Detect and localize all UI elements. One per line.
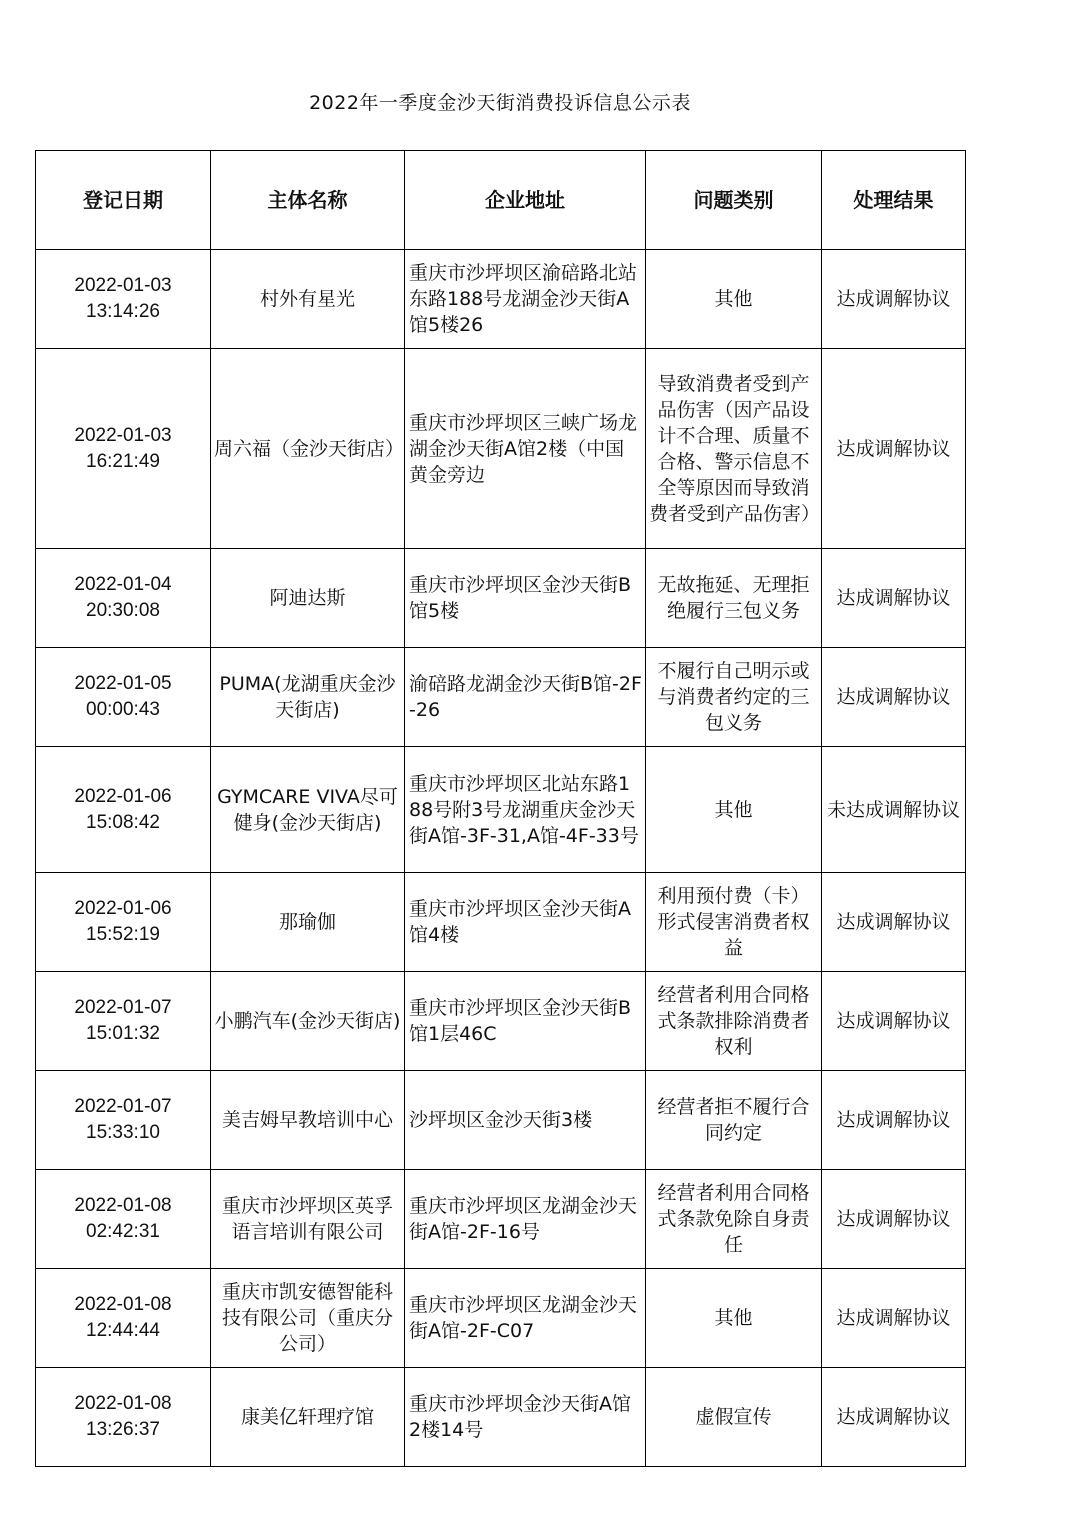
cell-category: 利用预付费（卡）形式侵害消费者权益	[646, 873, 822, 972]
date-text: 2022-01-08	[74, 1294, 172, 1315]
header-result: 处理结果	[822, 151, 966, 250]
cell-category: 导致消费者受到产品伤害（因产品设计不合理、质量不合格、警示信息不全等原因而导致消费者受到产品伤害）	[646, 349, 822, 549]
cell-name: 村外有星光	[211, 250, 405, 349]
table-row	[36, 1368, 966, 1467]
table-row	[36, 1071, 966, 1170]
date-text: 2022-01-06	[74, 898, 172, 919]
cell-date	[36, 873, 211, 972]
cell-name: 重庆市沙坪坝区英孚语言培训有限公司	[211, 1170, 405, 1269]
time-text: 02:42:31	[86, 1221, 160, 1242]
cell-category: 经营者利用合同格式条款排除消费者权利	[646, 972, 822, 1071]
header-address: 企业地址	[405, 151, 646, 250]
cell-name: 周六福（金沙天街店）	[211, 349, 405, 549]
time-text: 13:14:26	[86, 301, 160, 322]
cell-result: 达成调解协议	[822, 972, 966, 1071]
table-row	[36, 1269, 966, 1368]
cell-address: 重庆市沙坪坝区金沙天街B馆5楼	[405, 549, 646, 648]
cell-category: 其他	[646, 747, 822, 873]
time-text: 00:00:43	[86, 699, 160, 720]
table-body	[36, 250, 966, 1467]
cell-category: 其他	[646, 250, 822, 349]
cell-address: 重庆市沙坪坝金沙天街A馆2楼14号	[405, 1368, 646, 1467]
date-text: 2022-01-04	[74, 574, 172, 595]
cell-address: 沙坪坝区金沙天街3楼	[405, 1071, 646, 1170]
cell-name: 美吉姆早教培训中心	[211, 1071, 405, 1170]
cell-category: 经营者利用合同格式条款免除自身责任	[646, 1170, 822, 1269]
table-row	[36, 747, 966, 873]
cell-address: 重庆市沙坪坝区龙湖金沙天街A馆-2F-16号	[405, 1170, 646, 1269]
time-text: 15:33:10	[86, 1122, 160, 1143]
header-category: 问题类别	[646, 151, 822, 250]
cell-date	[36, 1368, 211, 1467]
cell-address: 重庆市沙坪坝区三峡广场龙湖金沙天街A馆2楼（中国黄金旁边	[405, 349, 646, 549]
cell-result: 达成调解协议	[822, 349, 966, 549]
cell-address: 重庆市沙坪坝区北站东路188号附3号龙湖重庆金沙天街A馆-3F-31,A馆-4F-33号	[405, 747, 646, 873]
cell-address: 重庆市沙坪坝区金沙天街A馆4楼	[405, 873, 646, 972]
date-text: 2022-01-08	[74, 1393, 172, 1414]
cell-date	[36, 349, 211, 549]
cell-result: 达成调解协议	[822, 1368, 966, 1467]
table-row	[36, 873, 966, 972]
time-text: 20:30:08	[86, 600, 160, 621]
cell-result: 达成调解协议	[822, 873, 966, 972]
date-text: 2022-01-05	[74, 673, 172, 694]
cell-date	[36, 972, 211, 1071]
cell-result: 达成调解协议	[822, 250, 966, 349]
date-text: 2022-01-08	[74, 1195, 172, 1216]
cell-address: 渝碚路龙湖金沙天街B馆-2F-26	[405, 648, 646, 747]
time-text: 15:01:32	[86, 1023, 160, 1044]
table-row	[36, 549, 966, 648]
complaint-table	[35, 150, 966, 1467]
cell-category: 不履行自己明示或与消费者约定的三包义务	[646, 648, 822, 747]
time-text: 15:08:42	[86, 811, 160, 833]
cell-name: 康美亿轩理疗馆	[211, 1368, 405, 1467]
date-text: 2022-01-06	[74, 785, 172, 807]
cell-category: 虚假宣传	[646, 1368, 822, 1467]
header-date: 登记日期	[36, 151, 211, 250]
cell-category: 无故拖延、无理拒绝履行三包义务	[646, 549, 822, 648]
cell-name: 重庆市凯安德智能科技有限公司（重庆分公司）	[211, 1269, 405, 1368]
cell-address: 重庆市沙坪坝区龙湖金沙天街A馆-2F-C07	[405, 1269, 646, 1368]
cell-result: 达成调解协议	[822, 1170, 966, 1269]
header-name: 主体名称	[211, 151, 405, 250]
table-row	[36, 648, 966, 747]
cell-date	[36, 747, 211, 873]
cell-date	[36, 648, 211, 747]
page-title: 2022年一季度金沙天街消费投诉信息公示表	[309, 92, 691, 114]
cell-date	[36, 1170, 211, 1269]
cell-name: 阿迪达斯	[211, 549, 405, 648]
cell-name: 那瑜伽	[211, 873, 405, 972]
cell-result: 达成调解协议	[822, 648, 966, 747]
cell-result: 达成调解协议	[822, 1269, 966, 1368]
cell-result: 达成调解协议	[822, 549, 966, 648]
time-text: 16:21:49	[86, 450, 160, 472]
cell-address: 重庆市沙坪坝区渝碚路北站东路188号龙湖金沙天街A馆5楼26	[405, 250, 646, 349]
cell-result: 未达成调解协议	[822, 747, 966, 873]
cell-result: 达成调解协议	[822, 1071, 966, 1170]
cell-date	[36, 549, 211, 648]
table-row	[36, 250, 966, 349]
date-text: 2022-01-03	[74, 275, 172, 296]
table-row	[36, 972, 966, 1071]
cell-address: 重庆市沙坪坝区金沙天街B馆1层46C	[405, 972, 646, 1071]
table-row	[36, 349, 966, 549]
time-text: 13:26:37	[86, 1419, 160, 1440]
cell-name: GYMCARE VIVA尽可健身(金沙天街店)	[211, 747, 405, 873]
date-text: 2022-01-07	[74, 1096, 172, 1117]
cell-name: PUMA(龙湖重庆金沙天街店)	[211, 648, 405, 747]
time-text: 15:52:19	[86, 924, 160, 945]
date-text: 2022-01-07	[74, 997, 172, 1018]
cell-date	[36, 1071, 211, 1170]
date-text: 2022-01-03	[74, 424, 172, 446]
header-row	[36, 151, 966, 250]
cell-date	[36, 250, 211, 349]
cell-date	[36, 1269, 211, 1368]
cell-name: 小鹏汽车(金沙天街店)	[211, 972, 405, 1071]
cell-category: 经营者拒不履行合同约定	[646, 1071, 822, 1170]
table-row	[36, 1170, 966, 1269]
time-text: 12:44:44	[86, 1320, 160, 1341]
cell-category: 其他	[646, 1269, 822, 1368]
